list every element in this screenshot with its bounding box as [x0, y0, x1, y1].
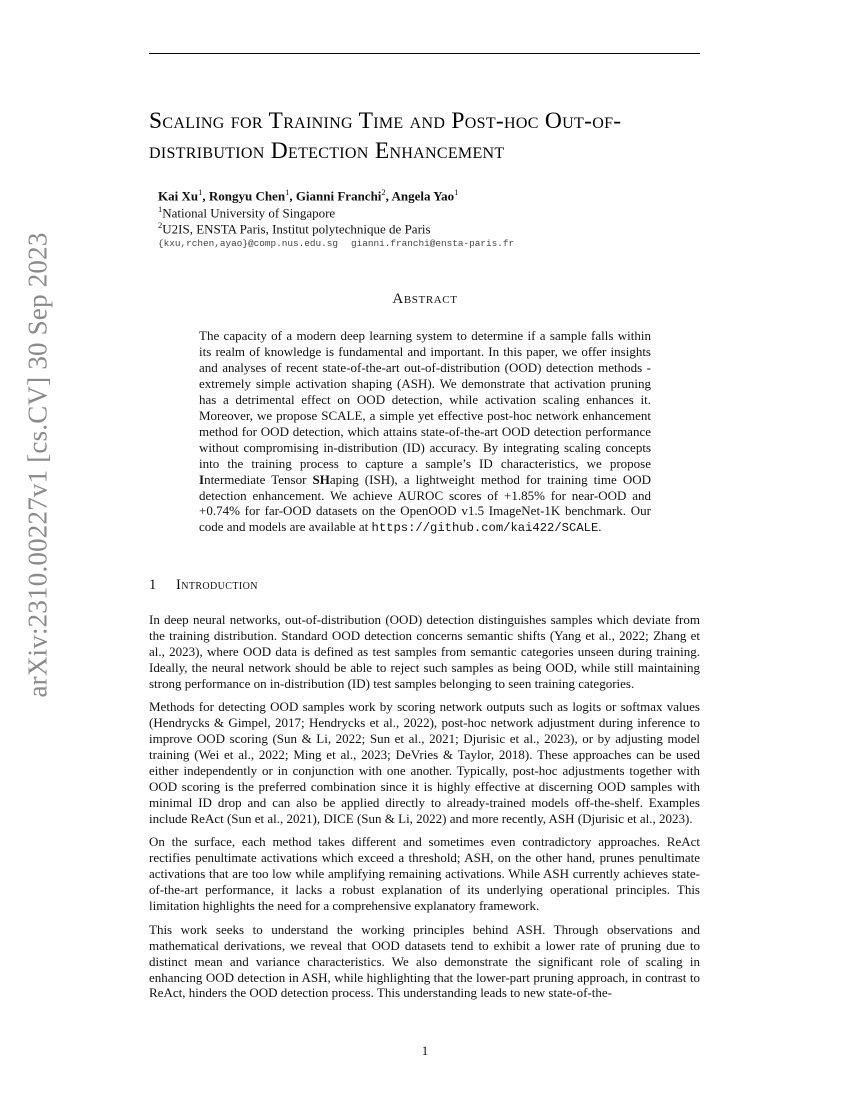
abstract-text: aping (ISH), a lightweight method for training time OOD detection enhancement. We achieve AUROC scores of +1.85% for near-OOD and +0.74% for far-OOD datasets on the OpenOOD v1.5 ImageNet-1K benchmark. Our code and models are available at [199, 471, 651, 535]
header-rule [149, 53, 700, 54]
affiliation-text: U2IS, ENSTA Paris, Institut polytechnique de Paris [162, 221, 431, 237]
paper-title-line-1: Scaling for Training Time and Post-hoc Out-of- [149, 108, 622, 134]
author-affiliation-mark: 2 [381, 187, 386, 197]
author-emails [158, 238, 514, 249]
abstract-text: ntermediate Tensor [204, 471, 313, 487]
author-name: Angela Yao [391, 188, 455, 204]
code-link[interactable]: https://github.com/kai422/SCALE [371, 521, 599, 536]
section-heading-introduction [149, 577, 258, 594]
abstract-heading: Abstract [392, 291, 458, 307]
introduction-body [149, 612, 700, 1009]
affiliation-number: 1 [158, 204, 163, 214]
paragraph: On the surface, each method takes different and sometimes even contradictory approaches. ReAct rectifies penultimate activations which exceed a threshold; ASH, on the other hand, prunes penultimate activations that are too low while amplifying remaining activations. While ASH currently achieves state-of-the-art performance, it lacks a robust explanation of its underlying operational principles. This limitation highlights the need for a comprehensive explanatory framework. [149, 834, 700, 914]
author-affiliation-mark: 1 [285, 187, 290, 197]
paragraph: This work seeks to understand the working principles behind ASH. Through observations and mathematical derivations, we reveal that OOD datasets tend to exhibit a lower rate of pruning due to distinct mean and variance characteristics. We also demonstrate the significant role of scaling in enhancing OOD detection in ASH, while highlighting that the lower-part pruning approach, in contrast to ReAct, hinders the OOD detection process. This understanding leads to new state-of-the- [149, 921, 700, 1001]
author-name: Gianni Franchi [295, 188, 382, 204]
abstract-ish-sh: SH [312, 471, 330, 487]
author-name: Rongyu Chen [208, 188, 286, 204]
paper-title-line-2: distribution Detection Enhancement [149, 138, 505, 164]
paragraph: Methods for detecting OOD samples work by scoring network outputs such as logits or softmax values (Hendrycks & Gimpel, 2017; Hendrycks et al., 2022), post-hoc network adjustment during inference to improve OOD scoring (Sun & Li, 2022; Sun et al., 2021; Djurisic et al., 2023), or by adjusting model training (Wei et al., 2022; Ming et al., 2023; DeVries & Taylor, 2018). These approaches can be used either independently or in conjunction with one another. Typically, post-hoc adjustments together with OOD scoring is the preferred combination since it is highly effective at discerning OOD samples with minimal ID drop and can also be applied directly to already-trained models off-the-shelf. Examples include ReAct (Sun et al., 2021), DICE (Sun & Li, 2022) and more recently, ASH (Djurisic et al., 2023). [149, 699, 700, 826]
abstract-body [199, 328, 651, 537]
email-nus: {kxu,rchen,ayao}@comp.nus.edu.sg [158, 238, 339, 249]
author-name: Kai Xu [158, 188, 199, 204]
author-affiliation-mark: 1 [454, 187, 459, 197]
page-number: 1 [421, 1043, 429, 1058]
abstract-text: The capacity of a modern deep learning system to determine if a sample falls within its realm of knowledge is fundamental and important. In this paper, we offer insights and analyses of recent state-of-the-art out-of-distribution (OOD) detection methods - extremely simple activation shaping (ASH). We demonstrate that activation pruning has a detrimental effect on OOD detection, while activation scaling enhances it. Moreover, we propose SCALE, a simple yet effective post-hoc network enhancement method for OOD detection, which attains state-of-the-art OOD detection performance without compromising in-distribution (ID) accuracy. By integrating scaling concepts into the training process to capture a sample’s ID characteristics, we propose [199, 328, 651, 471]
email-ensta: gianni.franchi@ensta-paris.fr [351, 238, 515, 249]
affiliation-2 [158, 220, 431, 237]
paper-title [149, 106, 729, 166]
author-affiliation-mark: 1 [198, 187, 203, 197]
section-title: Introduction [176, 577, 258, 593]
abstract-text: . [598, 519, 602, 535]
author-list: Kai Xu$^1$, Rongyu Chen$^1$, Gianni Franchi$^2$, Angela Yao$^1$ [158, 187, 459, 204]
section-number: 1 [149, 577, 157, 593]
paragraph: In deep neural networks, out-of-distribution (OOD) detection distinguishes samples which deviate from the training distribution. Standard OOD detection concerns semantic shifts (Yang et al., 2022; Zhang et al., 2023), where OOD data is defined as test samples from semantic categories unseen during training. Ideally, the neural network should be able to reject such samples as being OOD, while still maintaining strong performance on in-distribution (ID) test samples belonging to seen training categories. [149, 612, 700, 691]
affiliation-number: 2 [158, 220, 163, 230]
affiliation-text: National University of Singapore [162, 205, 336, 221]
arxiv-stamp-text: arXiv:2310.00227v1 [cs.CV] 30 Sep 2023 [22, 232, 53, 698]
affiliation-1 [158, 204, 335, 221]
abstract-ish-initial: I [199, 471, 205, 487]
